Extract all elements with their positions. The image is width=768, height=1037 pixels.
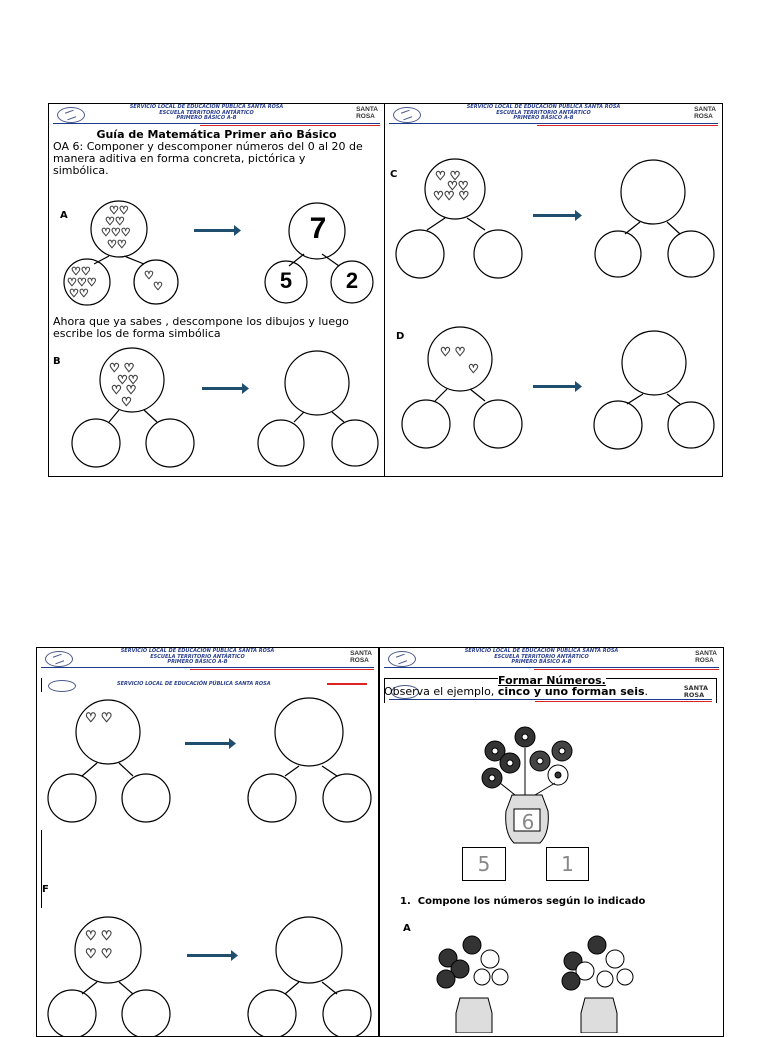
example-total-number: 7 <box>309 212 327 245</box>
blank-right-circle <box>668 231 714 277</box>
blank-total-circle <box>622 331 686 395</box>
blank-left-circle <box>258 420 304 466</box>
label-d: D <box>396 331 405 342</box>
instruction-text: Ahora que ya sabes , descompone los dibujos y luego escribe los de forma simbólica <box>53 315 349 340</box>
page2-right-panel <box>379 647 724 1037</box>
school-header <box>385 104 722 126</box>
arrow-icon <box>533 381 582 392</box>
blank-total-circle <box>285 351 349 415</box>
blank-left-circle <box>595 231 641 277</box>
page-title: Guía de Matemática Primer año Básico <box>96 128 337 141</box>
header-text: SERVICIO LOCAL DE EDUCACIÓN PÚBLICA SANTA ROSA ESCUELA TERRITORIO ANTÁRTICO PRIMERO BÁSICO A-B <box>120 648 275 665</box>
school-logo-icon <box>45 651 73 667</box>
brand-logo: SANTA ROSA <box>695 650 717 664</box>
header-text: SERVICIO LOCAL DE EDUCACIÓN PÚBLICA SANTA ROSA ESCUELA TERRITORIO ANTÁRTICO PRIMERO BÁSICO A-B <box>129 104 284 121</box>
blank-right-circle <box>146 419 194 467</box>
vase-number: 6 <box>521 810 535 834</box>
svg-text:♡ ♡: ♡ ♡ <box>440 345 466 359</box>
flower-vase-a-left <box>430 933 520 1033</box>
page2-left-panel <box>36 647 379 1037</box>
school-header <box>49 104 384 126</box>
blank-total-circle <box>275 698 343 766</box>
blank-left-circle <box>48 774 96 822</box>
objective-text: OA 6: Componer y descomponer números del 0 al 20 de manera aditiva en forma concreta, pictórica y simbólica. <box>53 140 363 177</box>
page1-left-panel <box>48 103 385 477</box>
svg-text:♡♡: ♡♡ <box>107 238 127 251</box>
arrow-icon <box>194 225 241 236</box>
arrow-icon <box>533 210 582 221</box>
exercise-e-diagram <box>37 688 379 838</box>
arrow-icon <box>187 950 238 961</box>
blank-right-circle <box>332 420 378 466</box>
blank-total-circle <box>621 160 685 224</box>
exercise-f-diagram <box>37 910 379 1037</box>
blank-left-circle <box>402 400 450 448</box>
example-left-number: 5 <box>279 268 293 293</box>
svg-text:♡: ♡ <box>121 395 132 409</box>
svg-text:♡ ♡: ♡ ♡ <box>85 929 113 944</box>
blank-right-circle <box>122 990 170 1037</box>
label-a: A <box>60 210 68 221</box>
school-header <box>380 648 723 670</box>
school-logo-icon <box>388 651 416 667</box>
svg-text:♡♡ ♡: ♡♡ ♡ <box>433 189 470 203</box>
svg-text:♡: ♡ <box>153 280 163 293</box>
svg-text:♡ ♡: ♡ ♡ <box>435 169 461 183</box>
blank-right-circle <box>122 774 170 822</box>
svg-text:♡♡: ♡♡ <box>69 287 89 300</box>
arrow-icon <box>202 383 249 394</box>
flower-vase-a-right <box>555 933 645 1033</box>
svg-text:♡♡: ♡♡ <box>105 215 125 228</box>
overlap-header-text: SERVICIO LOCAL DE EDUCACIÓN PÚBLICA SANTA ROSA <box>117 681 271 687</box>
blank-left-circle <box>48 990 96 1037</box>
section-title: Formar Números. <box>498 674 606 687</box>
box-left-number: 5 <box>462 847 506 881</box>
label-c: C <box>390 169 398 180</box>
blank-right-circle <box>474 230 522 278</box>
blank-right-circle <box>474 400 522 448</box>
school-logo-icon <box>393 107 421 123</box>
svg-text:♡♡♡: ♡♡♡ <box>67 276 97 289</box>
svg-text:♡♡♡: ♡♡♡ <box>101 226 131 239</box>
exercise-b-diagram <box>49 344 385 474</box>
svg-text:♡ ♡: ♡ ♡ <box>111 383 137 397</box>
blank-right-circle <box>323 990 371 1037</box>
blank-left-circle <box>72 419 120 467</box>
blank-total-circle <box>276 917 342 983</box>
task-label-a: A <box>403 923 411 934</box>
page1-right-panel <box>384 103 723 477</box>
blank-right-circle <box>668 402 714 448</box>
brand-logo: SANTA ROSA <box>694 106 716 120</box>
blank-right-circle <box>323 774 371 822</box>
svg-text:♡♡: ♡♡ <box>447 179 469 193</box>
example-right-number: 2 <box>345 268 359 293</box>
blank-left-circle <box>396 230 444 278</box>
hearts-circle <box>428 327 492 391</box>
blank-left-circle <box>594 401 642 449</box>
brand-logo: SANTA ROSA <box>356 106 378 120</box>
task-heading: 1. Compone los números según lo indicado <box>400 896 646 907</box>
brand-logo: SANTA ROSA <box>683 684 708 699</box>
blank-left-circle <box>248 990 296 1037</box>
box-right-number: 1 <box>546 847 589 881</box>
hearts-circle <box>76 700 140 764</box>
header-text: SERVICIO LOCAL DE EDUCACIÓN PÚBLICA SANTA ROSA ESCUELA TERRITORIO ANTÁRTICO PRIMERO BÁSICO A-B <box>464 648 619 665</box>
svg-text:♡♡: ♡♡ <box>109 204 129 217</box>
brand-logo: SANTA ROSA <box>350 650 372 664</box>
svg-text:♡: ♡ <box>144 269 154 282</box>
svg-text:♡ ♡: ♡ ♡ <box>85 947 113 962</box>
svg-text:♡: ♡ <box>468 362 479 376</box>
header-text: SERVICIO LOCAL DE EDUCACIÓN PÚBLICA SANTA ROSA ESCUELA TERRITORIO ANTÁRTICO PRIMERO BÁSICO A-B <box>466 104 621 121</box>
svg-text:♡♡: ♡♡ <box>117 373 139 387</box>
label-b: B <box>53 356 61 367</box>
label-f: F <box>42 884 49 895</box>
example-decompose-diagram <box>49 194 385 314</box>
school-header <box>37 648 378 670</box>
arrow-icon <box>185 738 236 749</box>
exercise-c-diagram <box>385 154 723 284</box>
svg-text:♡ ♡: ♡ ♡ <box>85 711 113 726</box>
example-text: Observa el ejemplo, cinco y uno forman seis. <box>384 685 649 698</box>
exercise-d-diagram <box>385 319 723 469</box>
svg-text:♡ ♡: ♡ ♡ <box>109 361 135 375</box>
svg-text:♡♡: ♡♡ <box>71 265 91 278</box>
school-logo-icon <box>57 107 85 123</box>
blank-left-circle <box>248 774 296 822</box>
